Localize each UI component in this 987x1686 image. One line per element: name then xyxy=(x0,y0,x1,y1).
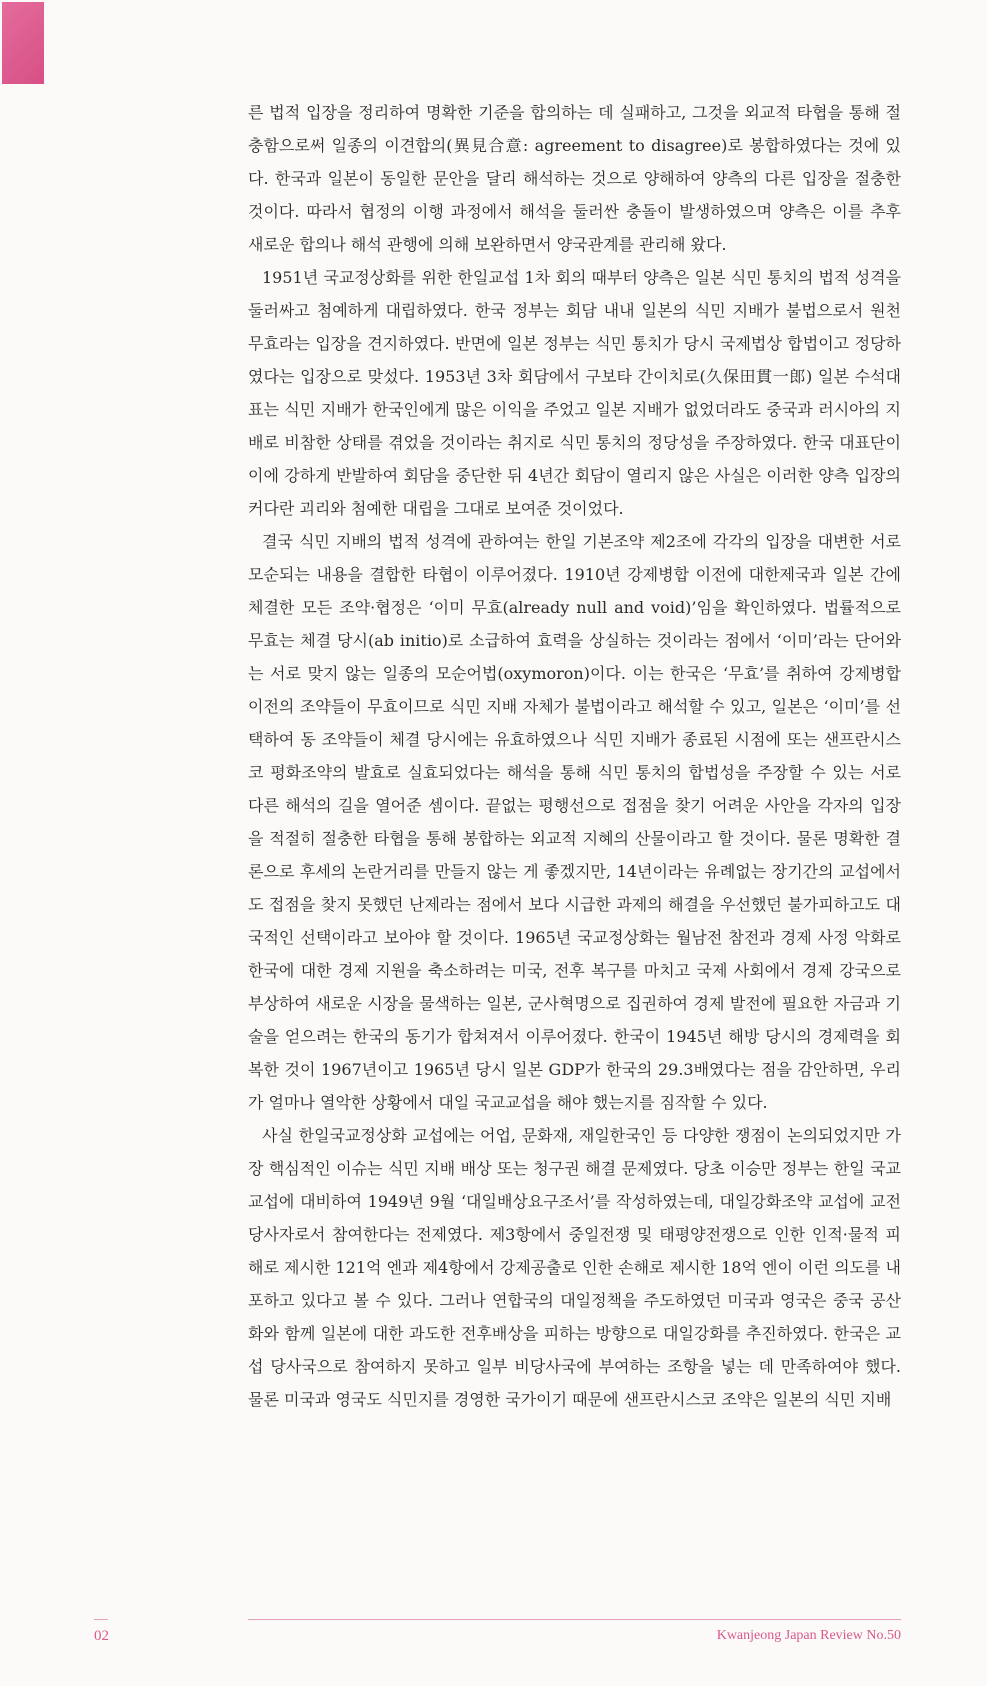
page-number: 02 xyxy=(94,1628,109,1644)
paragraph-3: 결국 식민 지배의 법적 성격에 관하여는 한일 기본조약 제2조에 각각의 입장을 대변한 서로 모순되는 내용을 결합한 타협이 이루어졌다. 1910년 강제병합 이전에 대한제국과 일본 간에 체결한 모든 조약·협정은 ‘이미 무효(already null and void)’임을 확인하였다. 법률적으로 무효는 체결 당시(ab initio)로 소급하여 효력을 상실하는 것이라는 점에서 ‘이미’라는 단어와는 서로 맞지 않는 일종의 모순어법(oxymoron)이다. 이는 한국은 ‘무효’를 취하여 강제병합 이전의 조약들이 무효이므로 식민 지배 자체가 불법이라고 해석할 수 있고, 일본은 ‘이미’를 선택하여 동 조약들이 체결 당시에는 유효하였으나 식민 지배가 종료된 시점에 또는 샌프란시스코 평화조약의 발효로 실효되었다는 해석을 통해 식민 통치의 합법성을 주장할 수 있는 서로 다른 해석의 길을 열어준 셈이다. 끝없는 평행선으로 접점을 찾기 어려운 사안을 각자의 입장을 적절히 절충한 타협을 통해 봉합하는 외교적 지혜의 산물이라고 할 것이다. 물론 명확한 결론으로 후세의 논란거리를 만들지 않는 게 좋겠지만, 14년이라는 유례없는 장기간의 교섭에서도 접점을 찾지 못했던 난제라는 점에서 보다 시급한 과제의 해결을 우선했던 불가피하고도 대국적인 선택이라고 보아야 할 것이다. 1965년 국교정상화는 월남전 참전과 경제 사정 악화로 한국에 대한 경제 지원을 축소하려는 미국, 전후 복구를 마치고 국제 사회에서 경제 강국으로 부상하여 새로운 시장을 물색하는 일본, 군사혁명으로 집권하여 경제 발전에 필요한 자금과 기술을 얻으려는 한국의 동기가 합쳐져서 이루어졌다. 한국이 1945년 해방 당시의 경제력을 회복한 것이 1967년이고 1965년 당시 일본 GDP가 한국의 29.3배였다는 점을 감안하면, 우리가 얼마나 열악한 상황에서 대일 국교교섭을 해야 했는지를 짐작할 수 있다. xyxy=(248,532,901,1112)
footer-rule xyxy=(248,1619,901,1620)
paragraph-1: 른 법적 입장을 정리하여 명확한 기준을 합의하는 데 실패하고, 그것을 외교적 타협을 통해 절충함으로써 일종의 이견합의(異見合意: agreement to disagree)로 봉합하였다는 것에 있다. 한국과 일본이 동일한 문안을 달리 해석하는 것으로 양해하여 양측의 다른 입장을 절충한 것이다. 따라서 협정의 이행 과정에서 해석을 둘러싼 충돌이 발생하였으며 양측은 이를 추후 새로운 합의나 해석 관행에 의해 보완하면서 양국관계를 관리해 왔다. xyxy=(248,103,901,254)
footer-rule-short xyxy=(94,1619,108,1620)
body-text xyxy=(248,96,901,1416)
paragraph-2: 1951년 국교정상화를 위한 한일교섭 1차 회의 때부터 양측은 일본 식민 통치의 법적 성격을 둘러싸고 첨예하게 대립하였다. 한국 정부는 회담 내내 일본의 식민 지배가 불법으로서 원천 무효라는 입장을 견지하였다. 반면에 일본 정부는 식민 통치가 당시 국제법상 합법이고 정당하였다는 입장으로 맞섰다. 1953년 3차 회담에서 구보타 간이치로(久保田貫一郎) 일본 수석대표는 식민 지배가 한국인에게 많은 이익을 주었고 일본 지배가 없었더라도 중국과 러시아의 지배로 비참한 상태를 겪었을 것이라는 취지로 식민 통치의 정당성을 주장하였다. 한국 대표단이 이에 강하게 반발하여 회담을 중단한 뒤 4년간 회담이 열리지 않은 사실은 이러한 양측 입장의 커다란 괴리와 첨예한 대립을 그대로 보여준 것이었다. xyxy=(248,268,901,518)
paragraph-4: 사실 한일국교정상화 교섭에는 어업, 문화재, 재일한국인 등 다양한 쟁점이 논의되었지만 가장 핵심적인 이슈는 식민 지배 배상 또는 청구권 해결 문제였다. 당초 이승만 정부는 한일 국교교섭에 대비하여 1949년 9월 ‘대일배상요구조서’를 작성하였는데, 대일강화조약 교섭에 교전 당사자로서 참여한다는 전제였다. 제3항에서 중일전쟁 및 태평양전쟁으로 인한 인적·물적 피해로 제시한 121억 엔과 제4항에서 강제공출로 인한 손해로 제시한 18억 엔이 이런 의도를 내포하고 있다고 볼 수 있다. 그러나 연합국의 대일정책을 주도하였던 미국과 영국은 중국 공산화와 함께 일본에 대한 과도한 전후배상을 피하는 방향으로 대일강화를 추진하였다. 한국은 교섭 당사국으로 참여하지 못하고 일부 비당사국에 부여하는 조항을 넣는 데 만족하여야 했다. 물론 미국과 영국도 식민지를 경영한 국가이기 때문에 샌프란시스코 조약은 일본의 식민 지배 xyxy=(248,1126,901,1409)
publication-footer: Kwanjeong Japan Review No.50 xyxy=(716,1628,901,1643)
corner-accent-tab xyxy=(2,2,44,84)
